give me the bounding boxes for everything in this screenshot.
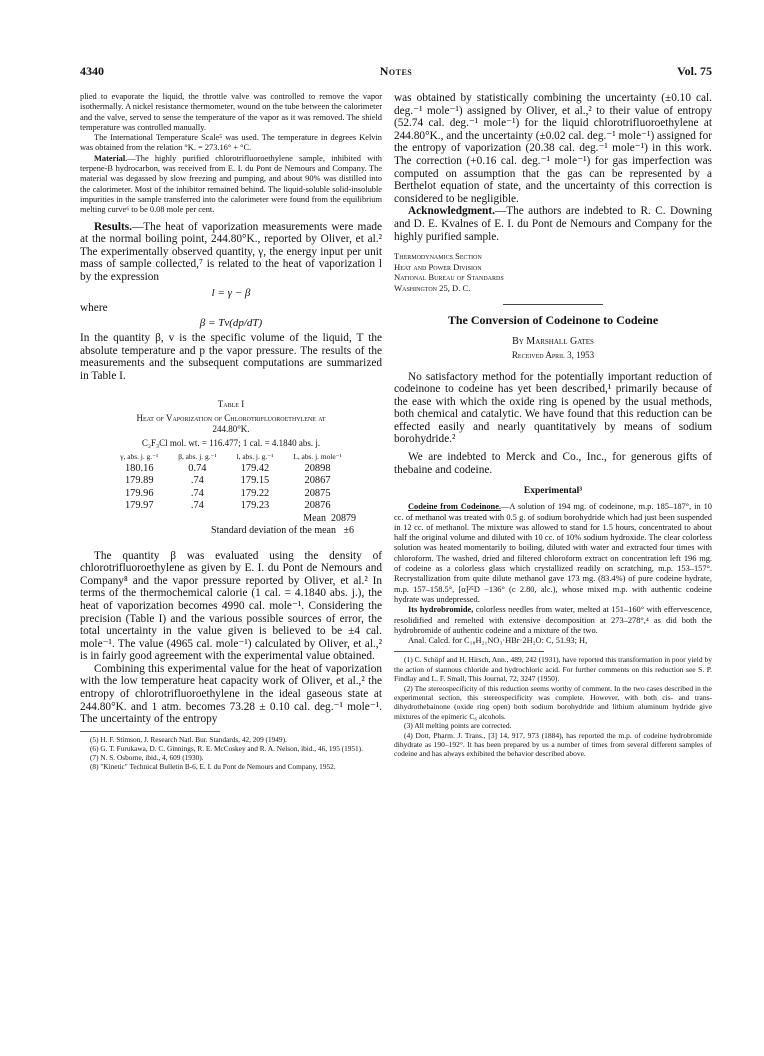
paragraph: No satisfactory method for the potentially important reduction of codeinone to codeine has yet been described,¹ primarily because of the ease with which the oxide ring is opened by the usual methods, both chemical and catalytic. We have found that this reduction can be effected easily and nearly quantitatively by means of sodium borohydride.²: [394, 370, 712, 446]
material-text: —The highly purified chlorotrifluoroethylene sample, inhibited with terpene-B hydrocarbon, was received from E. I. du Pont de Nemours and Company. The material was degassed by slow freezing and pumping, and about 90% was distilled into the calorimeter. Most of the inhibitor remained behind. The liquid-soluble solid-insoluble impurities in the sample transferred into the calorimeter were found from the equilibrium melting curve⁶ to be 0.08 mole per cent.: [80, 153, 382, 215]
table-header: l, abs. j. g.⁻¹: [236, 451, 274, 461]
address-line: Heat and Power Division: [394, 261, 482, 272]
table-row: [110, 463, 351, 475]
table-cell: .74: [190, 475, 204, 487]
table-cell: 179.89: [124, 475, 154, 487]
footnotes: [80, 735, 382, 771]
table-cell: .74: [190, 500, 204, 512]
table-cell: 179.42: [240, 462, 270, 474]
codeine-heading: Codeine from Codeinone.: [408, 502, 502, 512]
where-label: where: [80, 301, 108, 314]
paragraph: plied to evaporate the liquid, the throttle valve was controlled to remove the vapor isothermally. A nickel resistance thermometer, wound on the tube between the calorimeter and the valve, served to sense the temperature of the vapor as it was removed. The shield temperature was controlled manually.: [80, 92, 382, 132]
byline: By Marshall Gates: [512, 335, 594, 347]
table-cell: 0.74: [188, 462, 207, 474]
volume-label: Vol. 75: [677, 64, 712, 78]
material-heading: Material.: [94, 153, 128, 163]
analysis-line: Anal. Calcd. for C₁₈H₂₁NO₃·HBr·2H₂O: C, 51.93; H,: [408, 636, 588, 646]
equation-1: l = γ − β: [211, 286, 251, 299]
table-cell: 179.15: [240, 475, 270, 487]
ack-heading: Acknowledgment.: [408, 205, 495, 218]
address-line: Thermodynamics Section: [394, 251, 482, 262]
address-line: Washington 25, D. C.: [394, 282, 471, 293]
table-cell: 180.16: [124, 462, 154, 474]
results-text: —The heat of vaporization measurements were made at the normal boiling point, 244.80°K., reported by Oliver, et al.² The experimentally observed quantity, γ, the energy input per unit mass of sample collected,⁷ is related to the heat of vaporization l by the expression: [80, 220, 382, 283]
ack-text: —The authors are indebted to R. C. Downing and D. E. Kvalnes of E. I. du Pont de Nemours and Company for the highly purified sample.: [394, 205, 712, 243]
table-header: γ, abs. j. g.⁻¹: [120, 451, 159, 461]
page-header: [80, 64, 712, 80]
table-title-temp: 244.80°K.: [212, 423, 250, 434]
table-subtitle: C₂F₃Cl mol. wt. = 116.477; 1 cal. = 4.1840 abs. j.: [141, 437, 321, 448]
equation-2: β = Tv(dp/dT): [199, 317, 263, 330]
section-divider: [503, 304, 603, 305]
table-row: [110, 500, 351, 512]
acknowledgment: [394, 205, 712, 243]
table-cell: 179.97: [124, 500, 154, 512]
table-header: L, abs. j. mole⁻¹: [293, 451, 342, 461]
table-header-row: [110, 451, 351, 463]
table-row: [110, 488, 351, 500]
table-cell: 179.22: [240, 487, 270, 499]
page-number: 4340: [80, 64, 104, 78]
table-mean: [80, 513, 382, 526]
footnote-rule: [80, 731, 220, 732]
experimental-heading: Experimental³: [523, 486, 583, 497]
paragraph: was obtained by statistically combining the uncertainty (±0.10 cal. deg.⁻¹ mole⁻¹) assigned by Oliver, et al.,² to their value of entropy (52.74 cal. deg.⁻¹ mole⁻¹) for the liquid chlorotrifluoroethylene at 244.80°K., and the uncertainty (±0.02 cal. deg.⁻¹ mole⁻¹) assigned for the entropy of vaporization (20.38 cal. deg.⁻¹ mole⁻¹) in this work. The correction (+0.16 cal. deg.⁻¹ mole⁻¹) for gas imperfection was computed on assumption that the gas can be represented by a Berthelot equation of state, and the uncertainty of this correction is considered to be negligible.: [394, 92, 712, 205]
footnote: (5) H. F. Stimson, J. Research Natl. Bur. Standards, 42, 209 (1949).: [90, 734, 287, 744]
table-label: Table I: [217, 398, 245, 409]
codeine-paragraph: [394, 502, 712, 605]
table-cell: 20876: [304, 500, 331, 512]
table-row: [110, 475, 351, 487]
hbr-heading: Its hydrobromide,: [408, 605, 474, 615]
codeine-text: —A solution of 194 mg. of codeinone, m.p. 185–187°, in 10 cc. of methanol was treated with 0.5 g. of sodium borohydride which had just been suspended in 12 cc. of methanol. The mixture was allowed to stand for 1.5 hours, concentrated to about half the original volume and diluted with 10 cc. of 10% sodium hydroxide. The clear colorless solution was heated momentarily to boiling, diluted with water and extracted four times with chloroform. The washed, dried and filtered chloroform extract on concentration left 196 mg. of codeine as a colorless glass which crystallized readily on scratching, m.p. 153–157°. Recrystallization from quite dilute methanol gave 173 mg. (83.4%) of pure codeine hydrate, m.p. 157–158.5°, [α]²⁵D −136° (c 2.80, alc.), whose mixed m.p. with authentic codeine hydrate was undepressed.: [394, 502, 712, 604]
hbr-text: colorless needles from water, melted at 151–160° with effervescence, resolidified and remelted with extensive decomposition at 273–278°,⁴ as did both the hydrobromide of authentic codeine and a mixture of the two.: [394, 605, 713, 635]
right-column: [394, 92, 712, 759]
sd-value: ±6: [343, 525, 354, 537]
footnote: (2) The stereospecificity of this reduction seems worthy of comment. In the two cases described in the experimental section, this stereospecificity was complete. However, with both cis- and trans-dihydrothebainone (oxide ring open) both sodium borohydride and lithium aluminum hydride give mixtures of the epimeric C₆ alcohols.: [394, 683, 712, 721]
paragraph: The International Temperature Scale⁵ was used. The temperature in degrees Kelvin was obtained from the relation °K. = 273.16° + °C.: [80, 133, 382, 153]
table-cell: .74: [190, 487, 204, 499]
sd-label: Standard deviation of the mean: [211, 525, 336, 537]
results-heading: Results.: [94, 220, 132, 233]
footnote: (4) Dott, Pharm. J. Trans., [3] 14, 917, 973 (1884), has reported the m.p. of codeine hydrobromide dihydrate as 190–192°. It has been prepared by us a number of times from several different samples of codeine and has always exhibited the behavior described above.: [394, 730, 712, 759]
results-paragraph: [80, 221, 382, 284]
received-date: Received April 3, 1953: [511, 349, 595, 360]
paragraph: In the quantity β, v is the specific volume of the liquid, T the absolute temperature and p the vapor pressure. The results of the measurements and the subsequent computations are summarized in Table I.: [80, 332, 382, 382]
address-line: National Bureau of Standards: [394, 272, 504, 283]
table-cell: 20875: [304, 487, 331, 499]
data-table: [110, 451, 351, 513]
table-title: Heat of Vaporization of Chlorotrifluoroethylene at: [136, 412, 326, 423]
paragraph: We are indebted to Merck and Co., Inc., for generous gifts of thebaine and codeine.: [394, 451, 712, 476]
footnote: (1) C. Schöpf and H. Hirsch, Ann., 489, 242 (1931), have reported this transformation in poor yield by the action of stannous chloride and hydrochloric acid. For further comments on this reduction see S. P. Findlay and L. F. Small, This Journal, 72, 3247 (1950).: [394, 655, 712, 684]
paragraph: The quantity β was evaluated using the density of chlorotrifluoroethylene as given by E. I. du Pont de Nemours and Company⁸ and the vapor pressure reported by Oliver, et al.² In terms of the thermochemical calorie (1 cal. = 4.1840 abs. j.), the heat of vaporization becomes 4990 cal. mole⁻¹. Considering the precision (Table I) and the various possible sources of error, the total uncertainty in the value given is believed to be ±4 cal. mole⁻¹. The value (4965 cal. mole⁻¹) calculated by Oliver, et al.,² is in fairly good agreement with the experimental value obtained.: [80, 549, 382, 663]
table-cell: 179.23: [240, 500, 270, 512]
material-paragraph: [80, 154, 382, 216]
table-sd: [80, 525, 382, 538]
hydrobromide-paragraph: [394, 605, 712, 636]
paragraph: Combining this experimental value for the heat of vaporization with the low temperature heat capacity work of Oliver, et al.,² the entropy of chlorotrifluoroethylene in the ideal gaseous state at 244.80°K. and 1 atm. becomes 73.28 ± 0.10 cal. deg.⁻¹ mole⁻¹. The uncertainty of the entropy: [80, 662, 382, 726]
article-title: The Conversion of Codeinone to Codeine: [447, 312, 659, 327]
mean-label: Mean: [303, 512, 326, 524]
footnote: (7) N. S. Osborne, ibid., 4, 609 (1930).: [90, 753, 204, 763]
footnote-rule: [394, 651, 544, 652]
table-cell: 20898: [304, 462, 331, 474]
table-cell: 179.96: [124, 487, 154, 499]
footnote: (8) "Kinetic" Technical Bulletin B-6, E. I. du Pont de Nemours and Company, 1952.: [90, 762, 336, 772]
section-title: Notes: [379, 64, 413, 78]
left-column: [80, 92, 382, 771]
footnote: (6) G. T. Furukawa, D. C. Ginnings, R. E. McCoskey and R. A. Nelson, ibid., 46, 195 (1951).: [90, 743, 363, 753]
table-cell: 20867: [304, 475, 331, 487]
footnotes: [394, 655, 712, 758]
mean-value: 20879: [331, 512, 356, 524]
footnote: (3) All melting points are corrected.: [404, 721, 512, 731]
table-header: β, abs. j. g.⁻¹: [178, 451, 217, 461]
